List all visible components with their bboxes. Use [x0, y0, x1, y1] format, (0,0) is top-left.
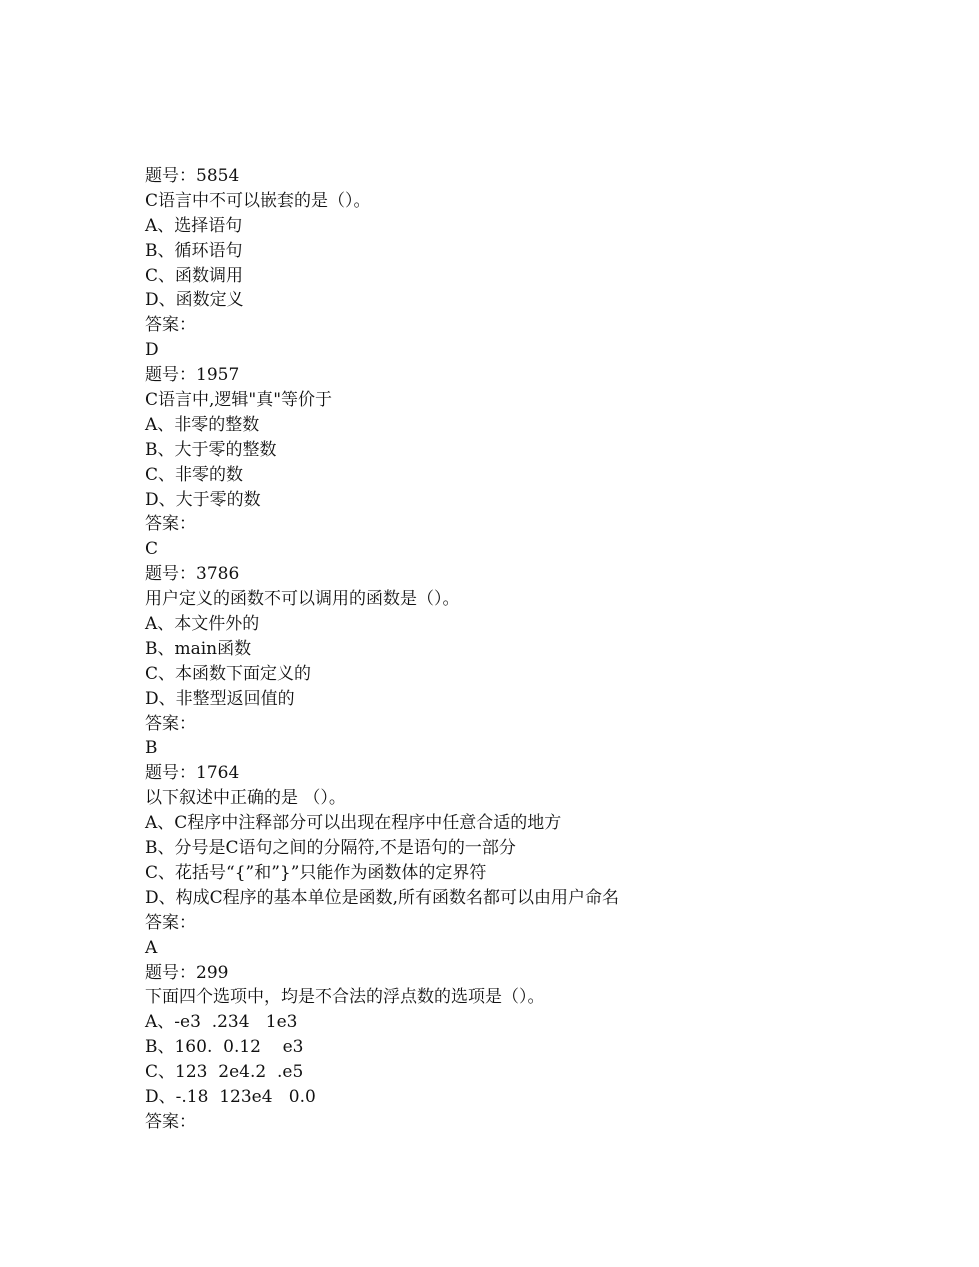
question-stem: C语言中,逻辑"真"等价于: [145, 390, 333, 411]
question-number: 题号：1764: [145, 763, 240, 784]
question-block: [145, 164, 945, 363]
question-stem: 下面四个选项中，均是不合法的浮点数的选项是（）。: [145, 987, 545, 1008]
option-b: B、160. 0.12 e3: [145, 1037, 304, 1058]
question-block: [145, 562, 945, 761]
question-stem: 用户定义的函数不可以调用的函数是（）。: [145, 589, 460, 610]
question-stem: C语言中不可以嵌套的是（）。: [145, 190, 371, 211]
option-a: A、-e3 .234 1e3: [145, 1012, 298, 1033]
option-d: D、-.18 123e4 0.0: [145, 1086, 316, 1107]
document-page: [145, 164, 945, 1135]
answer-label: 答案：: [145, 315, 196, 336]
option-d: D、大于零的数: [145, 489, 261, 510]
answer-label: 答案：: [145, 912, 196, 933]
option-c: C、花括号“{”和”}”只能作为函数体的定界符: [145, 862, 487, 883]
question-block: [145, 961, 945, 1135]
answer-value: D: [145, 340, 159, 361]
answer-value: A: [145, 937, 158, 958]
option-b: B、分号是C语句之间的分隔符,不是语句的一部分: [145, 838, 516, 859]
answer-label: 答案：: [145, 514, 196, 535]
answer-value: C: [145, 539, 159, 560]
option-c: C、函数调用: [145, 265, 244, 286]
option-b: B、main函数: [145, 638, 252, 659]
answer-value: B: [145, 738, 158, 759]
option-d: D、非整型返回值的: [145, 688, 295, 709]
option-d: D、函数定义: [145, 290, 244, 311]
option-a: A、非零的整数: [145, 414, 260, 435]
option-c: C、123 2e4.2 .e5: [145, 1062, 304, 1083]
option-b: B、循环语句: [145, 240, 243, 261]
question-block: [145, 363, 945, 562]
answer-label: 答案：: [145, 713, 196, 734]
option-d: D、构成C程序的基本单位是函数,所有函数名都可以由用户命名: [145, 887, 620, 908]
option-a: A、本文件外的: [145, 614, 260, 635]
answer-label: 答案：: [145, 1111, 196, 1132]
option-a: A、选择语句: [145, 215, 243, 236]
question-number: 题号：299: [145, 962, 229, 983]
option-c: C、本函数下面定义的: [145, 663, 312, 684]
option-a: A、C程序中注释部分可以出现在程序中任意合适的地方: [145, 813, 562, 834]
option-c: C、非零的数: [145, 464, 244, 485]
question-stem: 以下叙述中正确的是 （）。: [145, 788, 346, 809]
question-number: 题号：5854: [145, 166, 240, 186]
question-block: [145, 761, 945, 960]
option-b: B、大于零的整数: [145, 439, 277, 460]
question-number: 题号：3786: [145, 564, 240, 585]
question-number: 题号：1957: [145, 365, 240, 386]
